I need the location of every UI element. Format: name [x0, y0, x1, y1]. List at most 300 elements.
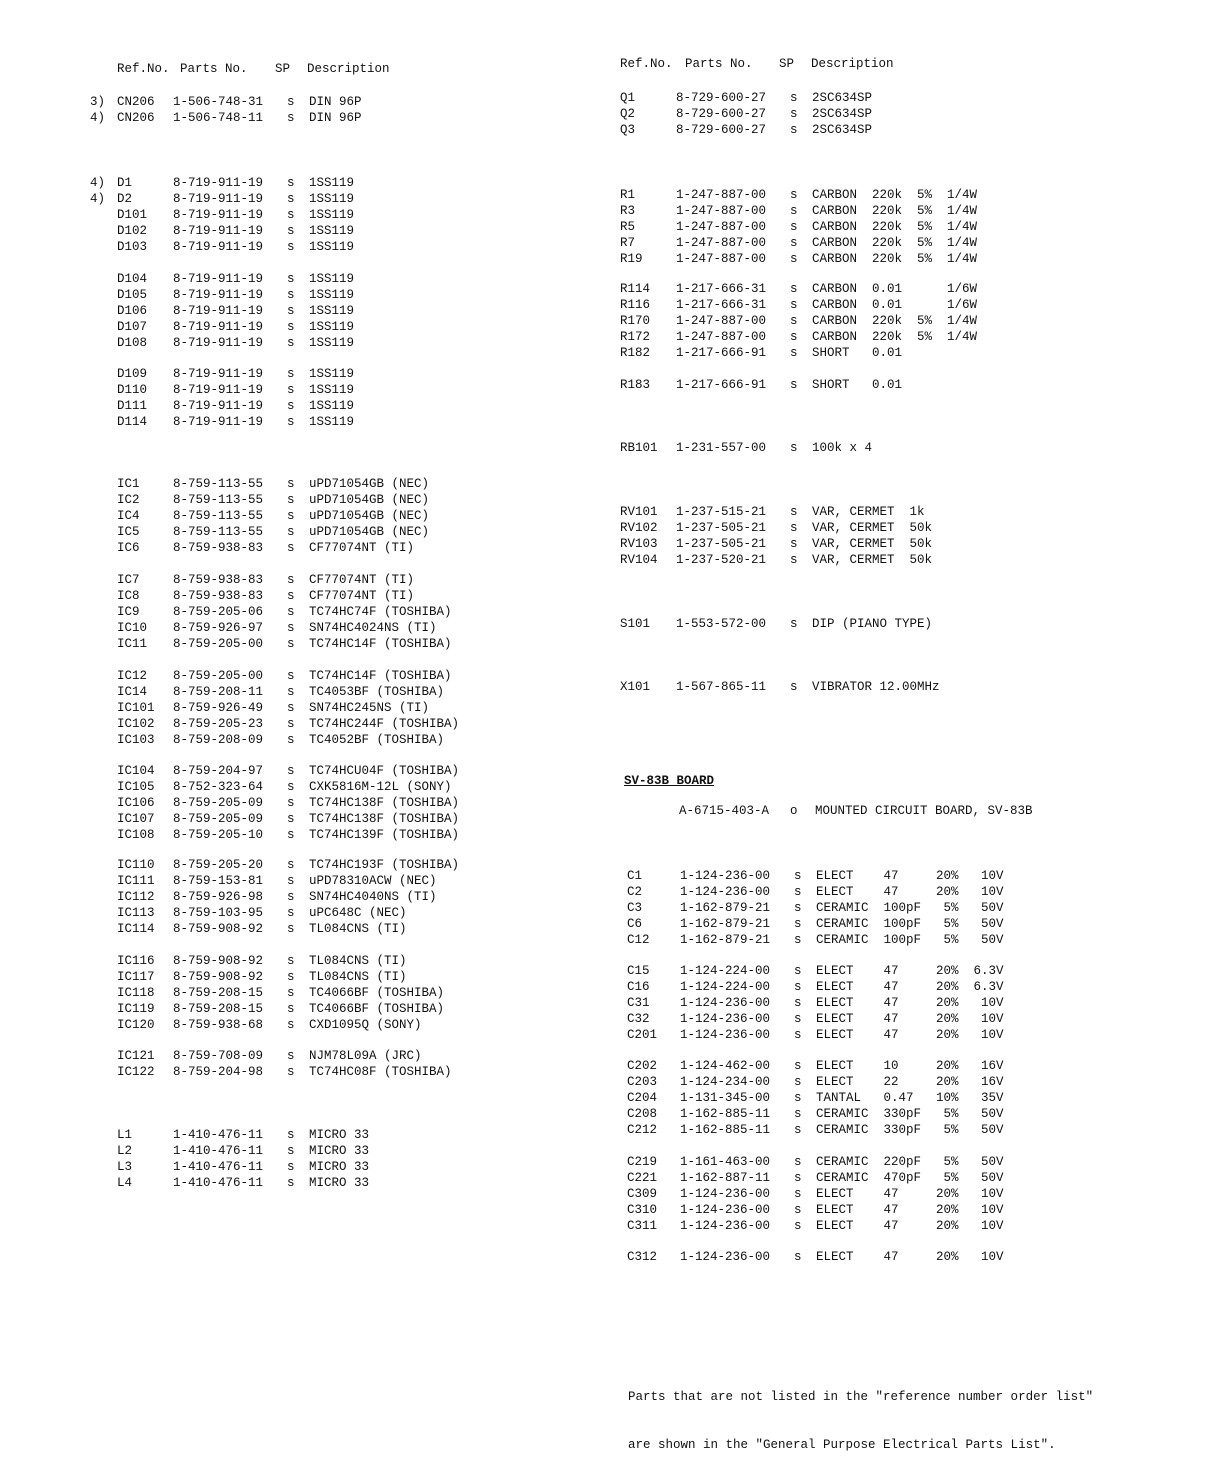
- sp-flag: s: [287, 858, 295, 872]
- ref-no: C204: [627, 1091, 658, 1105]
- description: 1SS119: [309, 383, 355, 397]
- header-ref: Ref.No.: [620, 57, 673, 71]
- description: CARBON 220k 5% 1/4W: [812, 314, 978, 328]
- sp-flag: s: [790, 252, 798, 266]
- description: MICRO 33: [309, 1144, 370, 1158]
- parts-no: 1-217-666-91: [676, 378, 767, 392]
- ref-no: C15: [627, 964, 650, 978]
- sp-flag: s: [790, 346, 798, 360]
- sp-flag: s: [287, 701, 295, 715]
- sp-flag: s: [790, 282, 798, 296]
- ref-no: C212: [627, 1123, 658, 1137]
- parts-no: 8-759-208-15: [173, 986, 264, 1000]
- description: TC74HC08F (TOSHIBA): [309, 1065, 452, 1079]
- sp-flag: s: [790, 220, 798, 234]
- sp-flag: s: [287, 525, 295, 539]
- sp-flag: s: [287, 224, 295, 238]
- description: ELECT 47 20% 10V: [816, 869, 1004, 883]
- list-item: [0, 1249, 1218, 1265]
- ref-no: IC110: [117, 858, 155, 872]
- parts-no: 8-759-113-55: [173, 525, 264, 539]
- description: CARBON 220k 5% 1/4W: [812, 204, 978, 218]
- parts-no: 8-759-938-68: [173, 1018, 264, 1032]
- list-item: [0, 1011, 1218, 1027]
- description: MICRO 33: [309, 1160, 370, 1174]
- sp-flag: s: [287, 573, 295, 587]
- description: TC74HC139F (TOSHIBA): [309, 828, 460, 842]
- ref-no: C208: [627, 1107, 658, 1121]
- parts-no: 1-124-236-00: [680, 1187, 771, 1201]
- parts-no: 8-759-204-97: [173, 764, 264, 778]
- description: uPD71054GB (NEC): [309, 477, 430, 491]
- description: VAR, CERMET 50k: [812, 553, 933, 567]
- parts-no: 1-247-887-00: [676, 188, 767, 202]
- ref-no: IC116: [117, 954, 155, 968]
- description: ELECT 47 20% 10V: [816, 885, 1004, 899]
- parts-no: 8-719-911-19: [173, 399, 264, 413]
- sp-flag: s: [287, 669, 295, 683]
- parts-no: 8-719-911-19: [173, 224, 264, 238]
- parts-no: 8-719-911-19: [173, 367, 264, 381]
- ref-no: IC104: [117, 764, 155, 778]
- ref-no: IC114: [117, 922, 155, 936]
- description: TANTAL 0.47 10% 35V: [816, 1091, 1004, 1105]
- sp-flag: s: [790, 91, 798, 105]
- sp-flag: s: [287, 764, 295, 778]
- parts-no: 1-410-476-11: [173, 1144, 264, 1158]
- description: DIN 96P: [309, 111, 362, 125]
- sp-flag: s: [790, 298, 798, 312]
- description: VAR, CERMET 50k: [812, 521, 933, 535]
- parts-no: 1-237-515-21: [676, 505, 767, 519]
- description: SN74HC4040NS (TI): [309, 890, 437, 904]
- parts-no: 8-759-208-11: [173, 685, 264, 699]
- description: CERAMIC 330pF 5% 50V: [816, 1123, 1004, 1137]
- ref-no: C6: [627, 917, 643, 931]
- description: SHORT 0.01: [812, 346, 903, 360]
- parts-no: 1-162-887-11: [680, 1171, 771, 1185]
- header-sp: SP: [275, 62, 291, 76]
- list-item: [0, 900, 1218, 916]
- sp-flag: s: [287, 320, 295, 334]
- sp-flag: s: [794, 1075, 802, 1089]
- list-item: [0, 1202, 1218, 1218]
- description: 1SS119: [309, 288, 355, 302]
- sp-flag: s: [287, 685, 295, 699]
- ref-no: IC113: [117, 906, 155, 920]
- ref-no: IC10: [117, 621, 148, 635]
- ref-no: RV103: [620, 537, 658, 551]
- ref-no: IC9: [117, 605, 140, 619]
- note-prefix: 4): [90, 176, 106, 190]
- description: 1SS119: [309, 240, 355, 254]
- parts-no: 1-410-476-11: [173, 1176, 264, 1190]
- parts-no: 8-759-113-55: [173, 493, 264, 507]
- ref-no: RV101: [620, 505, 658, 519]
- ref-no: L4: [117, 1176, 133, 1190]
- ref-no: RV104: [620, 553, 658, 567]
- sp-flag: s: [287, 493, 295, 507]
- ref-no: IC121: [117, 1049, 155, 1063]
- parts-no: 1-410-476-11: [173, 1160, 264, 1174]
- parts-no: 8-759-113-55: [173, 509, 264, 523]
- sp-flag: s: [287, 1160, 295, 1174]
- sp-flag: s: [287, 1002, 295, 1016]
- ref-no: R183: [620, 378, 651, 392]
- sp-flag: s: [794, 1203, 802, 1217]
- description: ELECT 47 20% 10V: [816, 1028, 1004, 1042]
- parts-no: 8-759-113-55: [173, 477, 264, 491]
- footnote-line-1: Parts that are not listed in the "reference number order list": [628, 1390, 1094, 1404]
- parts-no: 8-759-938-83: [173, 589, 264, 603]
- sp-flag: s: [790, 521, 798, 535]
- parts-no: 1-124-236-00: [680, 1219, 771, 1233]
- header-parts: Parts No.: [180, 62, 248, 76]
- ref-no: D110: [117, 383, 148, 397]
- sp-flag: s: [287, 890, 295, 904]
- header-ref: Ref.No.: [117, 62, 170, 76]
- description: CXD1095Q (SONY): [309, 1018, 422, 1032]
- parts-no: 1-217-666-31: [676, 298, 767, 312]
- description: CARBON 0.01 1/6W: [812, 282, 978, 296]
- sp-flag: s: [794, 1171, 802, 1185]
- ref-no: C202: [627, 1059, 658, 1073]
- parts-no: 1-247-887-00: [676, 252, 767, 266]
- parts-no: 8-759-208-15: [173, 1002, 264, 1016]
- description: ELECT 10 20% 16V: [816, 1059, 1004, 1073]
- sp-flag: s: [794, 1155, 802, 1169]
- mount-description: MOUNTED CIRCUIT BOARD, SV-83B: [815, 804, 1033, 818]
- sp-flag: s: [287, 240, 295, 254]
- description: CARBON 220k 5% 1/4W: [812, 330, 978, 344]
- description: CARBON 220k 5% 1/4W: [812, 188, 978, 202]
- parts-no: 1-567-865-11: [676, 680, 767, 694]
- description: CF77074NT (TI): [309, 589, 415, 603]
- sp-flag: s: [794, 885, 802, 899]
- sp-flag: s: [794, 980, 802, 994]
- ref-no: L3: [117, 1160, 133, 1174]
- description: TC74HC14F (TOSHIBA): [309, 637, 452, 651]
- description: TC4053BF (TOSHIBA): [309, 685, 445, 699]
- description: NJM78L09A (JRC): [309, 1049, 422, 1063]
- ref-no: IC108: [117, 828, 155, 842]
- sp-flag: s: [287, 812, 295, 826]
- description: CERAMIC 100pF 5% 50V: [816, 917, 1004, 931]
- parts-no: 8-759-153-81: [173, 874, 264, 888]
- description: MICRO 33: [309, 1128, 370, 1142]
- description: MICRO 33: [309, 1176, 370, 1190]
- list-item: [0, 916, 1218, 932]
- description: uPD71054GB (NEC): [309, 509, 430, 523]
- sp-flag: s: [287, 970, 295, 984]
- sp-flag: s: [790, 107, 798, 121]
- sp-flag: s: [287, 796, 295, 810]
- list-item: [0, 1027, 1218, 1043]
- sp-flag: s: [287, 208, 295, 222]
- ref-no: IC112: [117, 890, 155, 904]
- parts-no: 8-759-205-09: [173, 796, 264, 810]
- sp-flag: s: [287, 922, 295, 936]
- ref-no: D1: [117, 176, 133, 190]
- parts-no: 1-162-879-21: [680, 933, 771, 947]
- footnote-line-2: are shown in the "General Purpose Electrical Parts List".: [628, 1438, 1056, 1452]
- parts-no: 1-231-557-00: [676, 441, 767, 455]
- parts-no: 8-729-600-27: [676, 123, 767, 137]
- mount-parts: A-6715-403-A: [679, 804, 770, 818]
- sp-flag: s: [287, 906, 295, 920]
- ref-no: C3: [627, 901, 643, 915]
- sp-flag: s: [287, 95, 295, 109]
- description: CERAMIC 220pF 5% 50V: [816, 1155, 1004, 1169]
- ref-no: IC120: [117, 1018, 155, 1032]
- parts-no: 1-124-224-00: [680, 964, 771, 978]
- sp-flag: s: [794, 1250, 802, 1264]
- ref-no: C201: [627, 1028, 658, 1042]
- parts-no: 1-410-476-11: [173, 1128, 264, 1142]
- description: TC4066BF (TOSHIBA): [309, 986, 445, 1000]
- parts-no: 8-729-600-27: [676, 91, 767, 105]
- description: VAR, CERMET 1k: [812, 505, 925, 519]
- description: 1SS119: [309, 208, 355, 222]
- parts-no: 8-759-103-95: [173, 906, 264, 920]
- list-item: [0, 1170, 1218, 1186]
- description: ELECT 47 20% 10V: [816, 1187, 1004, 1201]
- sp-flag: s: [790, 505, 798, 519]
- description: CXK5816M-12L (SONY): [309, 780, 452, 794]
- parts-no: 8-759-205-00: [173, 637, 264, 651]
- sp-flag: s: [287, 111, 295, 125]
- sp-flag: s: [287, 986, 295, 1000]
- ref-no: D2: [117, 192, 133, 206]
- description: 1SS119: [309, 192, 355, 206]
- ref-no: X101: [620, 680, 651, 694]
- footnote: [628, 1357, 1093, 1469]
- sp-flag: s: [287, 477, 295, 491]
- ref-no: D109: [117, 367, 148, 381]
- parts-no: 1-162-879-21: [680, 917, 771, 931]
- ref-no: IC7: [117, 573, 140, 587]
- parts-no: 8-759-205-09: [173, 812, 264, 826]
- list-item: [0, 1058, 1218, 1074]
- ref-no: D102: [117, 224, 148, 238]
- parts-no: 8-719-911-19: [173, 176, 264, 190]
- description: ELECT 22 20% 16V: [816, 1075, 1004, 1089]
- ref-no: IC6: [117, 541, 140, 555]
- sp-flag: s: [794, 996, 802, 1010]
- sp-flag: s: [287, 954, 295, 968]
- header-sp: SP: [779, 57, 795, 71]
- sp-flag: s: [287, 589, 295, 603]
- description: TC74HC138F (TOSHIBA): [309, 796, 460, 810]
- description: 2SC634SP: [812, 91, 873, 105]
- sp-flag: s: [287, 399, 295, 413]
- parts-no: 1-247-887-00: [676, 236, 767, 250]
- description: SHORT 0.01: [812, 378, 903, 392]
- ref-no: IC118: [117, 986, 155, 1000]
- description: uPC648C (NEC): [309, 906, 407, 920]
- sp-flag: s: [287, 336, 295, 350]
- parts-no: 1-247-887-00: [676, 314, 767, 328]
- sp-flag: s: [794, 1123, 802, 1137]
- description: CARBON 220k 5% 1/4W: [812, 252, 978, 266]
- parts-no: 8-719-911-19: [173, 208, 264, 222]
- parts-no: 1-124-236-00: [680, 1028, 771, 1042]
- parts-no: 8-759-205-00: [173, 669, 264, 683]
- ref-no: R19: [620, 252, 643, 266]
- ref-no: RV102: [620, 521, 658, 535]
- ref-no: R170: [620, 314, 651, 328]
- ref-no: C1: [627, 869, 643, 883]
- ref-no: D104: [117, 272, 148, 286]
- parts-no: 1-217-666-31: [676, 282, 767, 296]
- description: TL084CNS (TI): [309, 970, 407, 984]
- ref-no: D106: [117, 304, 148, 318]
- ref-no: Q3: [620, 123, 636, 137]
- parts-no: 1-506-748-11: [173, 111, 264, 125]
- sp-flag: s: [794, 1012, 802, 1026]
- list-item: [0, 1154, 1218, 1170]
- description: TC74HC138F (TOSHIBA): [309, 812, 460, 826]
- description: TL084CNS (TI): [309, 954, 407, 968]
- note-prefix: 4): [90, 111, 106, 125]
- ref-no: D103: [117, 240, 148, 254]
- ref-no: IC8: [117, 589, 140, 603]
- sp-flag: s: [794, 1187, 802, 1201]
- sp-flag: s: [287, 541, 295, 555]
- description: 1SS119: [309, 336, 355, 350]
- description: uPD71054GB (NEC): [309, 493, 430, 507]
- ref-no: C312: [627, 1250, 658, 1264]
- sp-flag: s: [794, 1028, 802, 1042]
- parts-no: 1-162-879-21: [680, 901, 771, 915]
- parts-no: 1-124-224-00: [680, 980, 771, 994]
- list-item: [0, 868, 1218, 884]
- board-title: SV-83B BOARD: [624, 774, 715, 788]
- ref-no: Q2: [620, 107, 636, 121]
- description: CF77074NT (TI): [309, 573, 415, 587]
- parts-no: 8-719-911-19: [173, 192, 264, 206]
- sp-flag: s: [287, 621, 295, 635]
- ref-no: IC14: [117, 685, 148, 699]
- ref-no: C221: [627, 1171, 658, 1185]
- description: TC4052BF (TOSHIBA): [309, 733, 445, 747]
- parts-no: 8-759-938-83: [173, 573, 264, 587]
- sp-flag: s: [287, 828, 295, 842]
- note-prefix: 4): [90, 192, 106, 206]
- list-item: [0, 1090, 1218, 1106]
- ref-no: C309: [627, 1187, 658, 1201]
- ref-no: IC117: [117, 970, 155, 984]
- parts-no: 1-124-462-00: [680, 1059, 771, 1073]
- description: TC74HC74F (TOSHIBA): [309, 605, 452, 619]
- parts-no: 1-124-236-00: [680, 1012, 771, 1026]
- description: ELECT 47 20% 6.3V: [816, 964, 1004, 978]
- parts-no: 1-237-505-21: [676, 537, 767, 551]
- parts-no: 8-719-911-19: [173, 272, 264, 286]
- description: 1SS119: [309, 176, 355, 190]
- ref-no: S101: [620, 617, 651, 631]
- sp-flag: s: [287, 383, 295, 397]
- description: 2SC634SP: [812, 107, 873, 121]
- sp-flag: s: [287, 1018, 295, 1032]
- ref-no: C310: [627, 1203, 658, 1217]
- header-parts: Parts No.: [685, 57, 753, 71]
- parts-no: 1-124-236-00: [680, 996, 771, 1010]
- list-item: [0, 979, 1218, 995]
- parts-no: 8-719-911-19: [173, 304, 264, 318]
- ref-no: R116: [620, 298, 651, 312]
- sp-flag: s: [287, 605, 295, 619]
- parts-no: 8-719-911-19: [173, 320, 264, 334]
- parts-no: 8-729-600-27: [676, 107, 767, 121]
- ref-no: R182: [620, 346, 651, 360]
- description: VIBRATOR 12.00MHz: [812, 680, 940, 694]
- parts-no: 8-759-908-92: [173, 954, 264, 968]
- parts-no: 1-124-236-00: [680, 1203, 771, 1217]
- sp-flag: s: [790, 123, 798, 137]
- description: TC74HC193F (TOSHIBA): [309, 858, 460, 872]
- parts-no: 1-162-885-11: [680, 1123, 771, 1137]
- list-item: [0, 932, 1218, 948]
- ref-no: IC12: [117, 669, 148, 683]
- description: CARBON 220k 5% 1/4W: [812, 220, 978, 234]
- sp-flag: s: [287, 1176, 295, 1190]
- parts-no: 8-759-926-49: [173, 701, 264, 715]
- description: 1SS119: [309, 224, 355, 238]
- parts-no: 8-759-908-92: [173, 922, 264, 936]
- description: DIN 96P: [309, 95, 362, 109]
- note-prefix: 3): [90, 95, 106, 109]
- description: CARBON 220k 5% 1/4W: [812, 236, 978, 250]
- sp-flag: s: [794, 901, 802, 915]
- ref-no: IC101: [117, 701, 155, 715]
- sp-flag: s: [790, 188, 798, 202]
- parts-no: 1-124-234-00: [680, 1075, 771, 1089]
- list-item: [0, 995, 1218, 1011]
- parts-no: 1-217-666-91: [676, 346, 767, 360]
- sp-flag: s: [287, 717, 295, 731]
- ref-no: IC122: [117, 1065, 155, 1079]
- ref-no: IC119: [117, 1002, 155, 1016]
- sp-flag: s: [287, 367, 295, 381]
- sp-flag: s: [287, 780, 295, 794]
- sp-flag: s: [287, 304, 295, 318]
- sp-flag: s: [794, 964, 802, 978]
- list-item: [0, 1122, 1218, 1138]
- description: ELECT 47 20% 6.3V: [816, 980, 1004, 994]
- sp-flag: s: [287, 288, 295, 302]
- header-description: Description: [811, 57, 894, 71]
- description: uPD71054GB (NEC): [309, 525, 430, 539]
- description: DIP (PIANO TYPE): [812, 617, 933, 631]
- parts-no: 8-759-708-09: [173, 1049, 264, 1063]
- parts-no: 1-506-748-31: [173, 95, 264, 109]
- parts-no: 1-124-236-00: [680, 1250, 771, 1264]
- list-item: [0, 963, 1218, 979]
- description: SN74HC4024NS (TI): [309, 621, 437, 635]
- description: TC74HCU04F (TOSHIBA): [309, 764, 460, 778]
- ref-no: IC1: [117, 477, 140, 491]
- ref-no: IC102: [117, 717, 155, 731]
- sp-flag: s: [790, 680, 798, 694]
- parts-no: 8-759-205-06: [173, 605, 264, 619]
- description: 1SS119: [309, 320, 355, 334]
- ref-no: R114: [620, 282, 651, 296]
- ref-no: IC11: [117, 637, 148, 651]
- sp-flag: s: [790, 537, 798, 551]
- ref-no: L2: [117, 1144, 133, 1158]
- sp-flag: s: [287, 874, 295, 888]
